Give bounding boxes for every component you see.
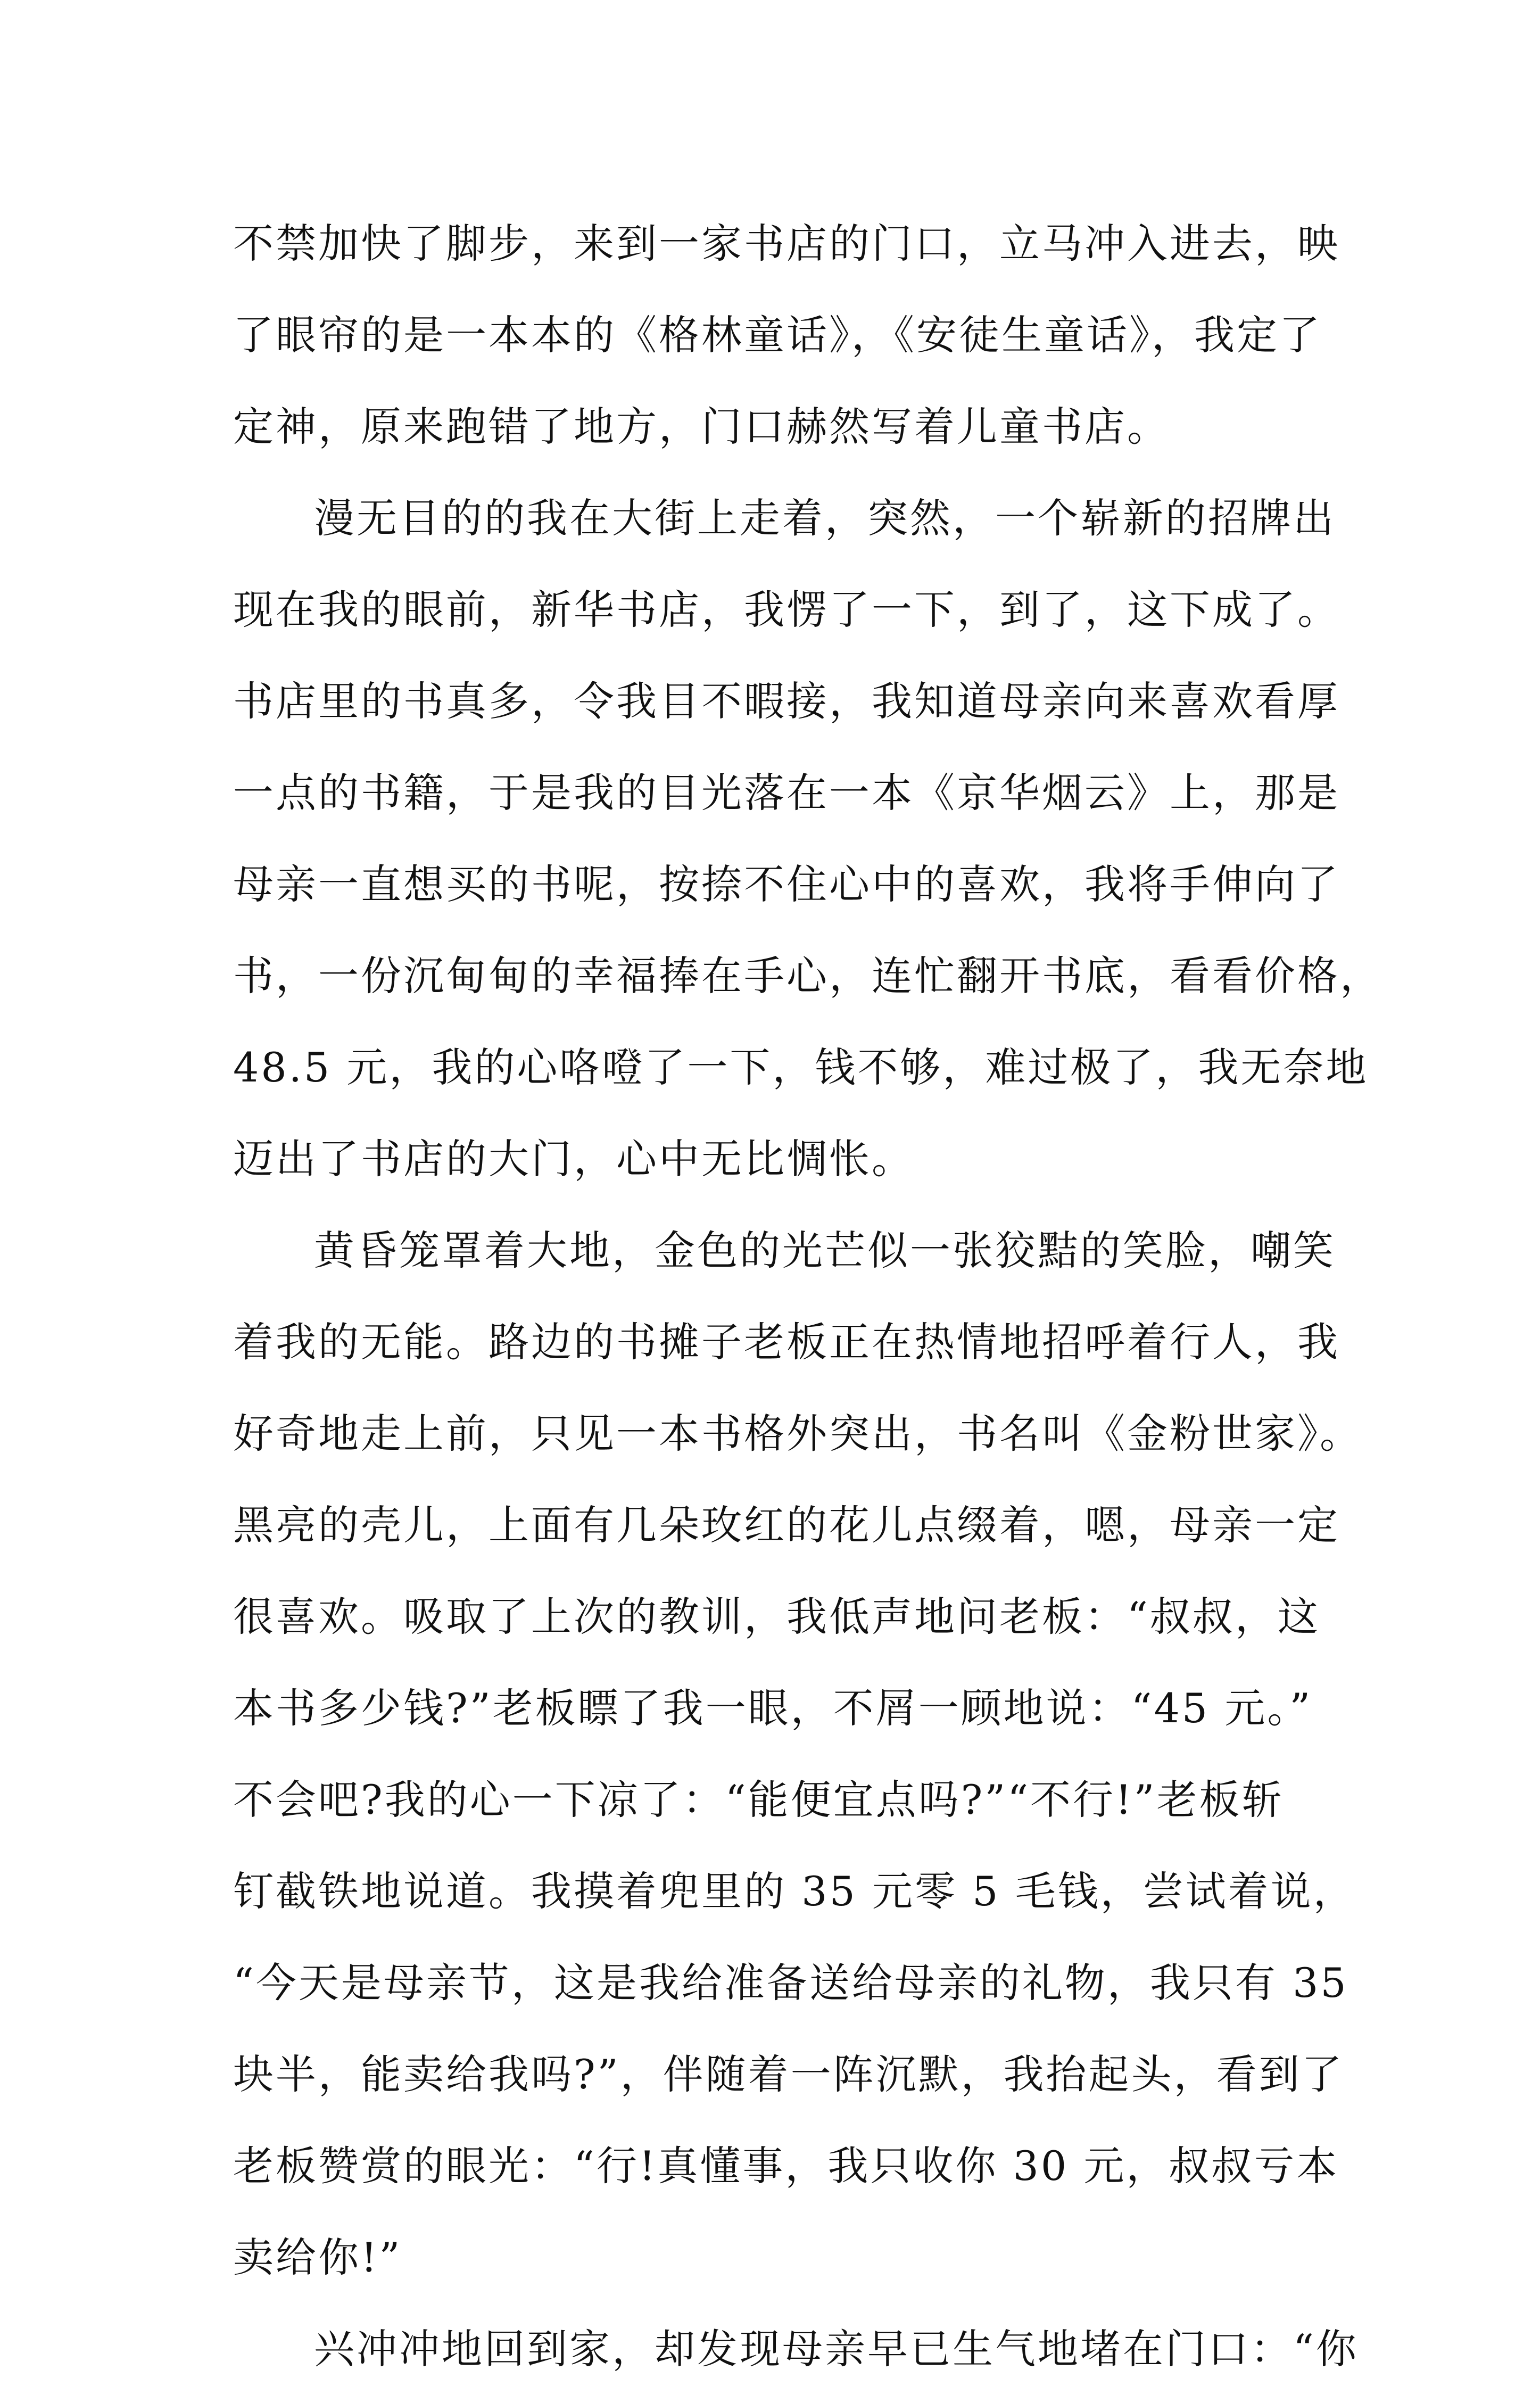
text-line: 好奇地走上前，只见一本书格外突出，书名叫《金粉世家》。 — [233, 1410, 1362, 1457]
text-line: 黑亮的壳儿，上面有几朵玫红的花儿点缀着，嗯，母亲一定 — [233, 1501, 1340, 1549]
text-line: 本书多少钱?”老板瞟了我一眼，不屑一顾地说：“45 元。” — [233, 1684, 1313, 1732]
text-line: 迈出了书店的大门，心中无比惆怅。 — [233, 1135, 914, 1183]
text-line: 块半，能卖给我吗?”，伴随着一阵沉默，我抬起头，看到了 — [233, 2051, 1344, 2098]
text-line: 老板赞赏的眼光：“行!真懂事，我只收你 30 元，叔叔亏本 — [233, 2142, 1339, 2190]
text-line: 了眼帘的是一本本的《格林童话》，《安徒生童话》，我定了 — [233, 311, 1322, 359]
text-line: 不会吧?我的心一下凉了：“能便宜点吗?”“不行!”老板斩 — [233, 1776, 1285, 1823]
body-text — [233, 198, 1382, 2395]
text-line: 着我的无能。路边的书摊子老板正在热情地招呼着行人，我 — [233, 1318, 1340, 1366]
text-line: “今天是母亲节，这是我给准备送给母亲的礼物，我只有 35 — [233, 1959, 1348, 2006]
text-line: 书店里的书真多，令我目不暇接，我知道母亲向来喜欢看厚 — [233, 678, 1340, 725]
paragraph-first-line: 漫无目的的我在大街上走着，突然，一个崭新的招牌出 — [314, 494, 1336, 542]
text-line: 现在我的眼前，新华书店，我愣了一下，到了，这下成了。 — [233, 586, 1340, 633]
paragraph-first-line: 黄昏笼罩着大地，金色的光芒似一张狡黠的笑脸，嘲笑 — [314, 1227, 1336, 1274]
text-line: 一点的书籍，于是我的目光落在一本《京华烟云》上，那是 — [233, 769, 1340, 816]
text-line: 钉截铁地说道。我摸着兜里的 35 元零 5 毛钱，尝试着说， — [233, 1868, 1356, 1915]
text-line: 不禁加快了脚步，来到一家书店的门口，立马冲入进去，映 — [233, 220, 1340, 267]
text-line: 书，一份沉甸甸的幸福捧在手心，连忙翻开书底，看看价格， — [233, 952, 1382, 1000]
text-line: 母亲一直想买的书呢，按捺不住心中的喜欢，我将手伸向了 — [233, 861, 1340, 908]
text-line: 48.5 元，我的心咯噔了一下，钱不够，难过极了，我无奈地 — [233, 1044, 1369, 1091]
paragraph-first-line: 兴冲冲地回到家，却发现母亲早已生气地堵在门口：“你 — [314, 2325, 1359, 2373]
text-line: 很喜欢。吸取了上次的教训，我低声地问老板：“叔叔，这 — [233, 1593, 1320, 1640]
text-line: 定神，原来跑错了地方，门口赫然写着儿童书店。 — [233, 403, 1170, 450]
text-line: 卖给你!” — [233, 2234, 402, 2281]
